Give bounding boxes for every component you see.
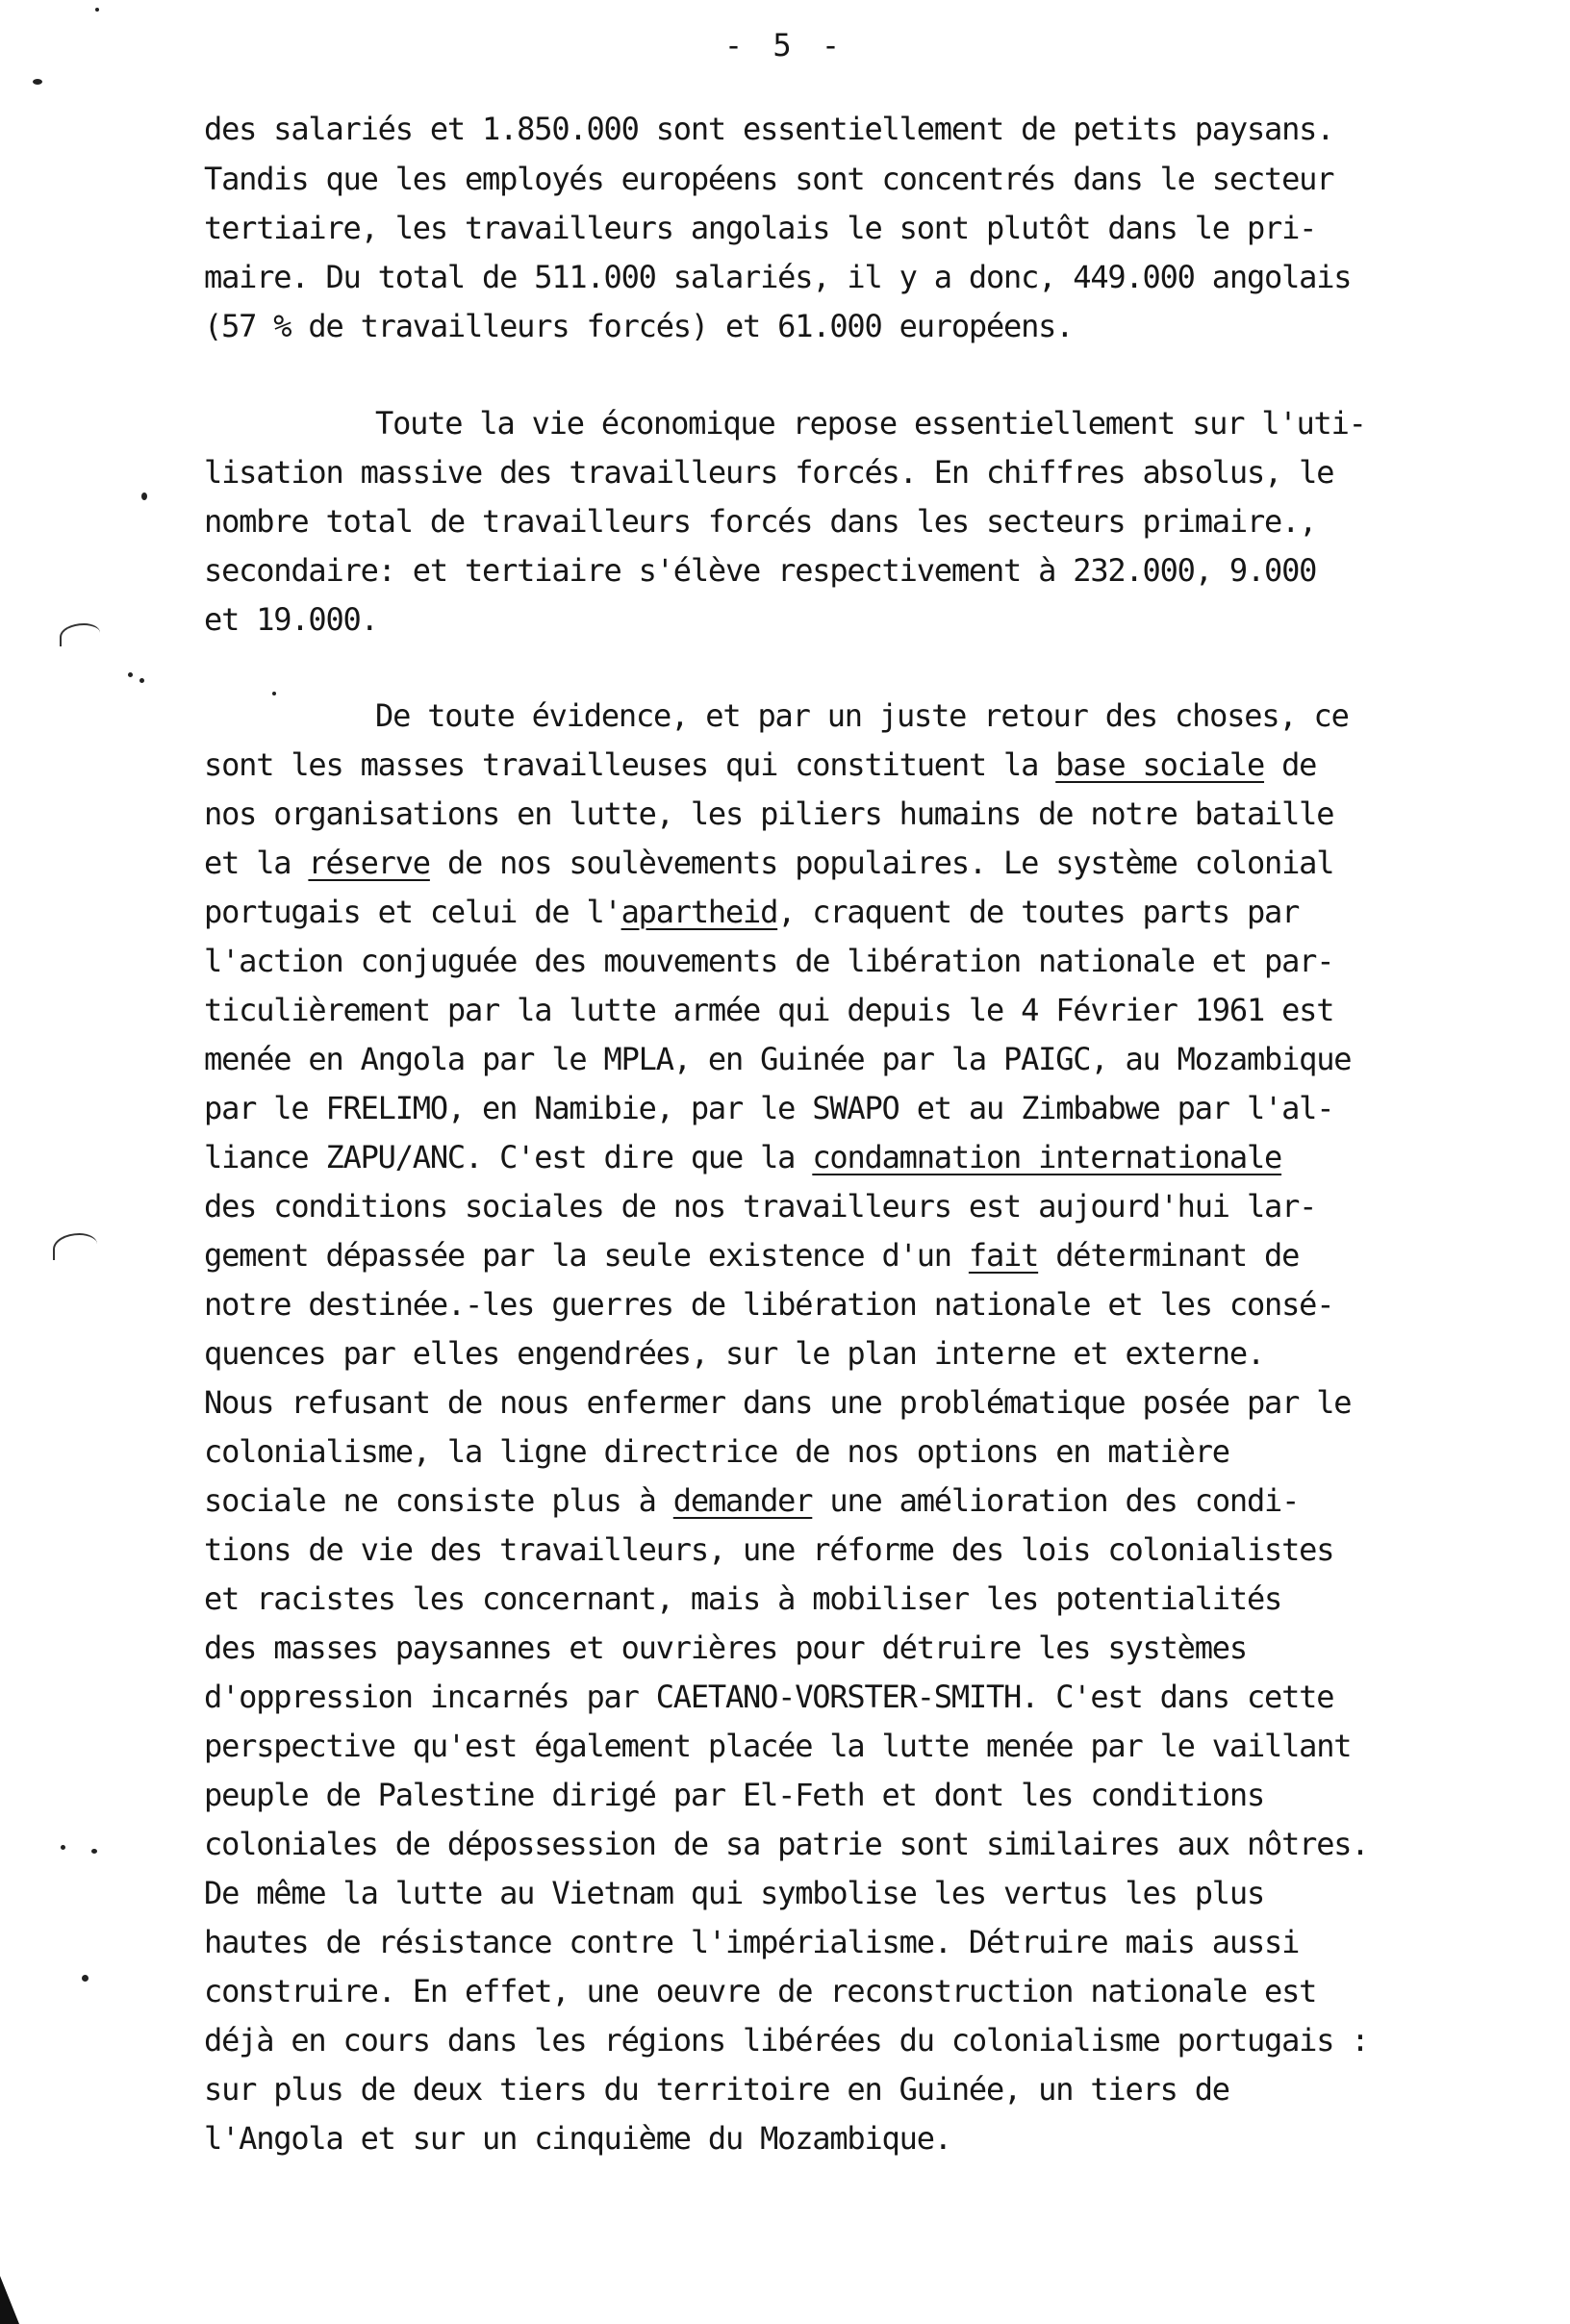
underlined-term: base sociale [1055, 746, 1265, 783]
text-line [204, 1579, 1281, 1618]
text-run: d'oppression incarnés par CAETANO-VORSTER-SMITH. C'est dans cette [204, 1679, 1334, 1715]
text-run: menée en Angola par le MPLA, en Guinée par la PAIGC, au Mozambique [204, 1041, 1352, 1077]
text-run: , craquent de toutes parts par [777, 894, 1300, 930]
underlined-term: demander [672, 1482, 813, 1519]
text-line [204, 1432, 1229, 1471]
text-run: nos organisations en lutte, les piliers humains de notre bataille [204, 796, 1334, 832]
scan-mark [53, 1233, 97, 1260]
text-line [204, 1236, 1299, 1275]
text-line [204, 160, 1333, 198]
text-run: des conditions sociales de nos travailleurs est aujourd'hui lar- [204, 1188, 1317, 1225]
text-run: notre destinée.-les guerres de libération nationale et les consé- [204, 1286, 1334, 1323]
text-line [204, 1923, 1299, 1961]
text-line [204, 1334, 1264, 1373]
underlined-term: condamnation internationale [812, 1139, 1282, 1175]
text-run: lisation massive des travailleurs forcés. En chiffres absolus, le [204, 454, 1334, 491]
text-run: colonialisme, la ligne directrice de nos options en matière [204, 1433, 1229, 1470]
text-run: perspective qu'est également placée la lutte menée par le vaillant [204, 1728, 1352, 1764]
text-run: de nos soulèvements populaires. Le système colonial [429, 845, 1334, 881]
text-line [204, 1972, 1316, 2010]
text-run: nombre total de travailleurs forcés dans les secteurs primaire., [204, 503, 1317, 540]
text-line [204, 2119, 951, 2158]
text-line [204, 1874, 1264, 1912]
text-run: secondaire: et tertiaire s'élève respectivement à 232.000, 9.000 [204, 552, 1317, 589]
underlined-term: apartheid [620, 894, 778, 930]
scan-speck [91, 1849, 97, 1854]
underlined-term: réserve [308, 845, 430, 881]
text-run: l'action conjuguée des mouvements de libération nationale et par- [204, 943, 1334, 979]
text-run: De même la lutte au Vietnam qui symbolise les vertus les plus [204, 1875, 1265, 1911]
text-run: ticulièrement par la lutte armée qui depuis le 4 Février 1961 est [204, 992, 1334, 1028]
text-line [204, 1825, 1368, 1863]
scan-speck [33, 79, 42, 85]
text-run: déjà en cours dans les régions libérées du colonialisme portugais : [204, 2022, 1369, 2059]
text-line [375, 696, 1349, 735]
text-run: sociale ne consiste plus à [204, 1482, 673, 1519]
text-run: quences par elles engendrées, sur le plan interne et externe. [204, 1335, 1265, 1372]
text-line [204, 502, 1316, 541]
text-run: maire. Du total de 511.000 salariés, il y a donc, 449.000 angolais [204, 259, 1352, 295]
text-line [204, 1040, 1351, 1078]
text-run: des salariés et 1.850.000 sont essentiellement de petits paysans. [204, 111, 1334, 147]
text-line [204, 1530, 1333, 1569]
scan-speck [128, 672, 133, 677]
scan-edge [0, 2276, 19, 2324]
text-run: par le FRELIMO, en Namibie, par le SWAPO et au Zimbabwe par l'al- [204, 1090, 1334, 1126]
text-run: Nous refusant de nous enfermer dans une problématique posée par le [204, 1384, 1352, 1421]
text-run: (57 % de travailleurs forcés) et 61.000 européens. [204, 308, 1074, 344]
text-line [204, 991, 1333, 1029]
text-line [204, 745, 1316, 784]
text-run: déterminant de [1038, 1237, 1300, 1274]
text-run: Tandis que les employés européens sont concentrés dans le secteur [204, 161, 1334, 197]
text-run: tertiaire, les travailleurs angolais le sont plutôt dans le pri- [204, 210, 1317, 246]
scan-speck [139, 678, 144, 683]
text-run: et la [204, 845, 309, 881]
text-run: gement dépassée par la seule existence d'un [204, 1237, 969, 1274]
scan-speck [141, 493, 147, 500]
page-number: - 5 - [723, 27, 847, 63]
text-line [204, 1285, 1333, 1324]
text-line [204, 1629, 1247, 1667]
text-line [204, 551, 1316, 590]
text-run: hautes de résistance contre l'impérialisme. Détruire mais aussi [204, 1924, 1300, 1960]
text-run: de [1264, 746, 1317, 783]
text-run: l'Angola et sur un cinquième du Mozambique. [204, 2120, 951, 2157]
text-line [204, 258, 1351, 296]
underlined-term: fait [968, 1237, 1039, 1274]
text-line [204, 209, 1316, 247]
text-line [204, 1138, 1281, 1176]
text-line [204, 307, 1073, 345]
text-run: et racistes les concernant, mais à mobiliser les potentialités [204, 1580, 1282, 1617]
text-line [204, 1187, 1316, 1225]
text-run: sur plus de deux tiers du territoire en Guinée, un tiers de [204, 2071, 1229, 2108]
text-run: des masses paysannes et ouvrières pour détruire les systèmes [204, 1629, 1247, 1666]
text-line [204, 1383, 1351, 1422]
text-run: coloniales de dépossession de sa patrie sont similaires aux nôtres. [204, 1826, 1369, 1862]
text-line [204, 1481, 1299, 1520]
scan-speck [95, 8, 99, 12]
text-line [204, 1678, 1333, 1716]
text-line [375, 404, 1366, 442]
text-line [204, 1776, 1264, 1814]
text-line [204, 2021, 1368, 2059]
text-run: peuple de Palestine dirigé par El-Feth et dont les conditions [204, 1777, 1265, 1813]
text-run: portugais et celui de l' [204, 894, 621, 930]
text-line [204, 453, 1333, 492]
text-run: De toute évidence, et par un juste retour des choses, ce [375, 697, 1349, 734]
text-run: et 19.000. [204, 601, 378, 638]
scan-speck [272, 692, 276, 695]
scan-speck [61, 1845, 65, 1850]
text-line [204, 844, 1333, 882]
text-line [204, 942, 1333, 980]
text-run: construire. En effet, une oeuvre de reconstruction nationale est [204, 1973, 1317, 2009]
scan-speck [82, 1975, 89, 1982]
text-run: une amélioration des condi- [812, 1482, 1300, 1519]
text-run: Toute la vie économique repose essentiellement sur l'uti- [375, 405, 1366, 442]
text-line [204, 1089, 1333, 1127]
text-line [204, 110, 1333, 148]
text-line [204, 893, 1299, 931]
text-line [204, 600, 378, 639]
scan-mark [60, 623, 100, 646]
text-run: liance ZAPU/ANC. C'est dire que la [204, 1139, 813, 1175]
text-run: sont les masses travailleuses qui constituent la [204, 746, 1056, 783]
text-line [204, 1727, 1351, 1765]
text-line [204, 795, 1333, 833]
text-run: tions de vie des travailleurs, une réforme des lois colonialistes [204, 1531, 1334, 1568]
text-line [204, 2070, 1229, 2109]
